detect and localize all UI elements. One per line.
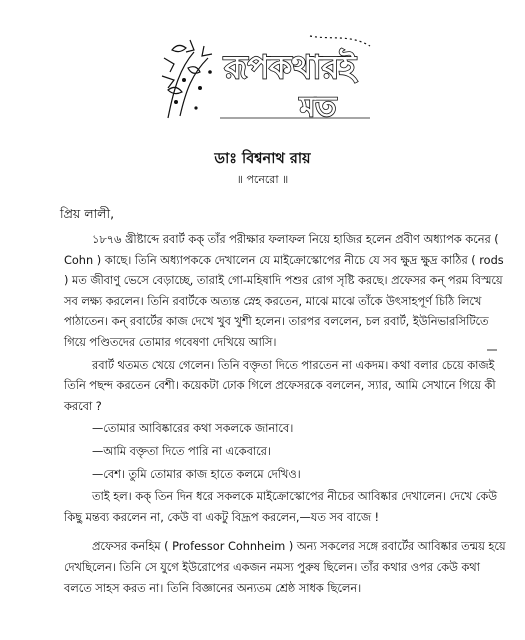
chapter-number: ॥ পনেরো ॥ xyxy=(236,173,289,186)
dialog-line-2: —আমি বক্তৃতা দিতে পারি না একেবারে। xyxy=(92,444,271,458)
paragraph-4: প্রফেসর কনহিম ( Professor Cohnheim ) অন্য সকলের সঙ্গে রবার্টের আবিষ্কার তন্ময় হয়ে দেখছিলেন। তিনি সে যুগে ইউরোপের একজন নমস্য পুরুষ ছিলেন। তাঁর কথার ওপর কেউ কথা বলতে সাহস করত না। তিনি বিজ্ঞানের অন্যতম শ্রেষ্ঠ সাধক ছিলেন। xyxy=(64,540,506,595)
margin-mark xyxy=(487,349,497,351)
paragraph-3: তাই হল। কক্‌ তিন দিন ধরে সকলকে মাইক্রোস্কোপের নীচের আবিষ্কার দেখালেন। দেখে কেউ কিছু মন্তব্য করলেন না, কেউ বা একটু বিদ্রূপ করলেন,—যত সব বাজে ! xyxy=(64,490,497,524)
letter-body xyxy=(64,230,509,599)
salutation: প্রিয় লালী, xyxy=(60,206,115,221)
title-illustration xyxy=(160,28,390,128)
title-line-1: রূপকথারই xyxy=(224,48,356,86)
title-line-2: মত xyxy=(299,90,337,123)
dialog-line-3: —বেশ। তুমি তোমার কাজ হাতে কলমে দেখিও। xyxy=(92,467,301,481)
dialog-line-1: —তোমার আবিষ্কারের কথা সকলকে জানাবে। xyxy=(92,422,294,436)
author-name: ডাঃ বিশ্বনাথ রায় xyxy=(214,151,311,167)
paragraph-1: ১৮৭৬ খ্রীষ্টাব্দে রবার্ট কক্‌ তাঁর পরীক্ষার ফলাফল নিয়ে হাজির হলেন প্রবীণ অধ্যাপক কনের ( Cohn ) কাছে। তিনি অধ্যাপককে দেখালেন যে মাইক্রোস্কোপের নীচে যে সব ক্ষুদ্র ক্ষুদ্র কাঠির ( rods ) মত জীবাণু ভেসে বেড়াচ্ছে, তারাই গো-মহিষাদি পশুর রোগ সৃষ্টি করছে। প্রফেসর কন্‌ পরম বিস্ময়ে সব লক্ষ্য করলেন। তিনি রবার্টকে অত্যন্ত স্নেহ করতেন, মাঝে মাঝে তাঁকে উৎসাহপূর্ণ চিঠি লিখে পাঠাতেন। কন্‌ রবার্টের কাজ দেখে খুব খুশী হলেন। তারপর বললেন, চল রবার্ট, ইউনিভারসিটিতে গিয়ে পণ্ডিতদের তোমার গবেষণা দেখিয়ে আসি। xyxy=(64,233,504,349)
paragraph-2: রবার্ট থতমত খেয়ে গেলেন। তিনি বক্তৃতা দিতে পারতেন না একদম। কথা বলার চেয়ে কাজই তিনি পছন্দ করতেন বেশী। কয়েকটা ঢোক গিলে প্রফেসরকে বললেন, স্যার, আমি সেখানে গিয়ে কী করবো ? xyxy=(64,358,496,413)
